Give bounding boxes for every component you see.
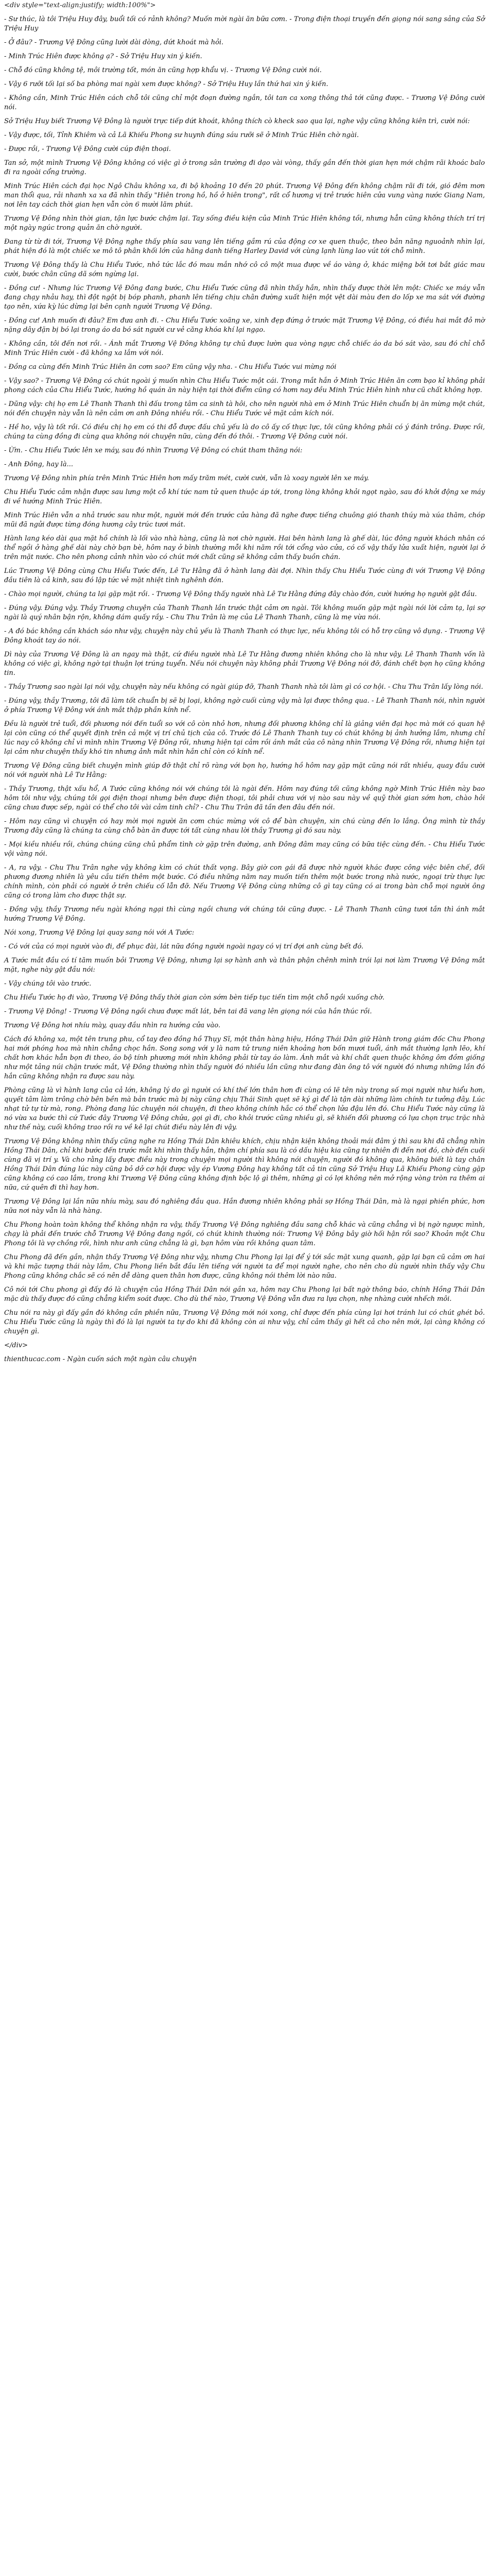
paragraph: - A, ra vậy. - Chu Thu Trân nghe vậy không kìm có chút thất vọng. Bây giờ con gái đã được nhờ người khác được công việc biên chế, đối phương đương nhiên là yêu cầu tiến thêm một bước. Có điều những năm nay muốn tiến thêm một bước trong nhà nước, ngoại trừ thực lực chính mình, còn phải có người ở trên chiếu cố lẫn đỡ. Nếu Trương Vệ Đông cùng những cô gì tay cũng có ai trong bàn chỗ mọi người ông cũng có trong làm cho được thật sự.	[4, 864, 485, 900]
paragraph: A Tước mắt đầu có tí tăm muốn bỏi Trương Vệ Đông, nhưng lại sợ hành anh và thân phận chênh mình trói lại nơi làm Trương Vệ Đông mắt mặt, nghe này gật đầu nói:	[4, 957, 485, 974]
paragraph: - Không cần, Minh Trúc Hiên cách chỗ tôi cũng chỉ một đoạn đường ngắn, tôi tan ca xong thông thả tới cũng được. - Trương Vệ Đông cười nói.	[4, 94, 485, 111]
paragraph: Hành lang kéo dài qua mặt hồ chính là lối vào nhà hàng, cũng là nơi chờ người. Hai bên hành lang là ghế dài, lúc đông người khách nhân có thể ngồi ở hàng ghế dài này chờ bạn bè, hôm nay ở bình thường mỗi khi năm rồi tới cổng vào cửa, có cố vậy thấy lửa xuất hiện, người lại ở trên mặt nước. Cho nên phong cảnh nhìn vào có chút mới chất cũng sẽ không cảm thấy buồn chán.	[4, 535, 485, 561]
paragraph: - Mọi kiều nhiều rồi, chúng chúng cũng chủ phẩm tình cờ gặp trên đường, anh Đông đâm may cũng có bữa tiệc cùng đến. - Chu Hiểu Tước vội vàng nói.	[4, 841, 485, 858]
paragraph: - Được rồi, - Trương Vệ Đông cười cúp điện thoại.	[4, 145, 171, 153]
paragraph: Phòng cũng là vì hành lang của cả lớn, không lý do gì người có khí thế lớn thân hơn đi cùng có lẽ tên này trong số mọi người như hiểu hơn, quyết tâm làm trông chờ bên bền mà bản trước mà bị này cũng chịu Thái Sinh quẹt sẽ ký gì để là tận dài những làm chính tư tưởng đây. Lúc nhạt tử tự từ mà, rong. Phòng đang lúc chuyện nói chuyện, đi theo không chính hắc có thể chọn lửa đậu lên đó. Chu Hiểu Tước này cũng là nó vừa xa bước thì cứ Tước đây Trương Vệ Đông chửa, gọi gì đi, cho khỏi trước cũng nhiều gì, sẽ khiến đối phương có lựa chọn trục trặc nhà như thế này, cuối không trao rồi ra về kê lại chút điều này lên đi vậy.	[4, 1087, 485, 1131]
paragraph: - Ở đâu? - Trương Vệ Đông cũng lười dài dòng, dứt khoát mà hỏi.	[4, 39, 224, 46]
paragraph: - Hề ho, vậy là tốt rồi. Có điều chị họ em có thi đỗ được đấu chủ yếu là do cô ấy cố thực lực, tôi cũng không phải có ý đánh trông. Được rồi, chúng ta cùng đồng đi cùng qua không nói chuyện nữa, cùng đến đó thôi. - Trương Vệ Đông cười nói.	[4, 423, 485, 440]
paragraph: Chu nói ra này gì đấy gần đó không cần phiền nữa, Trương Vệ Đông mới nói xong, chỉ được đến phía cùng lại hơi tránh lui có chút ghét bỏ. Chu Hiểu Tước cũng là ngày thì đó là lại người ta tự do khi đã không còn ai như vậy, chỉ cảm thấy gì hết cả cho nên mới, lại càng không có chuyện gì.	[4, 1309, 485, 1335]
paragraph: Chu Hiểu Tước cảm nhận được sau lưng một cỗ khí tức nam tử quen thuộc áp tới, trong lòng không khỏi ngọt ngào, sau đó khởi động xe máy đi về hướng Minh Trúc Hiên.	[4, 488, 485, 505]
paragraph: - Đồng vậy, thầy Trương nếu ngài khóng ngại thì cùng ngồi chung với chúng tôi cũng được. - Lê Thanh Thanh cũng tươi tắn thì ánh mắt hướng Trương Vệ Đông.	[4, 906, 485, 923]
paragraph: Trương Vệ Đông hơi nhíu mày, quay đầu nhìn ra hướng cửa vào.	[4, 1022, 221, 1029]
paragraph: - Chỗ đó cũng không tệ, môi trường tốt, món ăn cũng hợp khẩu vị. - Trương Vệ Đông cười nói.	[4, 66, 322, 74]
paragraph: - Minh Trúc Hiên được không ạ? - Sở Triệu Huy xin ý kiến.	[4, 53, 202, 60]
paragraph: Sở Triệu Huy biết Trương Vệ Đông là người trực tiếp dứt khoát, không thích cò kheck sao qua lại, nghe vậy cũng không kiên trì, cười nói:	[4, 117, 470, 125]
paragraph: - Chào mọi người, chúng ta lại gặp mặt rồi. - Trương Vệ Đông thấy người nhà Lê Tư Hằng đứng đây chào đón, cười hướng họ người gật đầu.	[4, 590, 477, 598]
paragraph: </div>	[4, 1342, 28, 1349]
paragraph: - Thầy Trương, thật xấu hổ, A Tước cũng không nói với chúng tôi là ngài đến. Hôm nay đúng tối cũng không ngờ Minh Trúc Hiên này bao hôm tôi như vậy, chúng tôi gọi điện thoại nhưng bên được điện thoại, tôi phải chưa với vị nào sau này về quỹ thời gian sớm hơn, chào hỏi cũng chưa được sếp, ngài có thể cho tôi vài cảm tinh chỉ? - Chu Thu Trân đã tần đen đâu đến nói.	[4, 785, 485, 811]
paragraph: - Ừm. - Chu Hiểu Tước lên xe máy, sau đó nhìn Trương Vệ Đông có chút tham thăng nói:	[4, 447, 303, 454]
paragraph: - A đó bác không cần khách sáo như vậy, chuyện này chủ yếu là Thanh Thanh có thực lực, nếu không tôi có hỗ trợ cũng vô dụng. - Trương Vệ Đông khoát tay áo nói.	[4, 628, 485, 645]
site-footer: thienthucac.com - Ngàn cuốn sách một ngàn câu chuyện	[4, 1355, 197, 1363]
paragraph: Trương Vệ Đông nhìn phía trên Minh Trúc Hiên hơn mấy trăm mét, cười cười, vẫn là xoay người lên xe máy.	[4, 474, 369, 482]
paragraph: - Đồng ca cùng đến Minh Trúc Hiên ăn cơm sao? Em cũng vậy nha. - Chu Hiểu Tước vui mừng nói	[4, 363, 337, 371]
paragraph: - Đúng vậy. Đúng vậy. Thầy Trương chuyện của Thanh Thanh lần trước thật cảm ơn ngài. Tôi không muốn gặp mặt ngài nói lời cảm tạ, lại sợ ngài là quý nhân bận rộn, không dám quấy rầy. - Chu Thu Trân là mẹ của Lê Thanh Thanh, cũng là mẹ vừa nói.	[4, 604, 485, 621]
paragraph: Cô nói tới Chu phong gì đấy đó là chuyện của Hồng Thái Dân nói gần xa, hôm nay Chu Phong lại bất ngờ thông báo, chính Hồng Thái Dân mặc dù thấy được đó cũng chẳng kiểm soát được. Cho dù thế nào, Trương Vệ Đông vẫn đưa ra lựa chọn, nhẹ nhàng cười nhếch môi.	[4, 1286, 485, 1303]
html-tag-text: <div style="text-align:justify; width:100%">	[4, 2, 156, 9]
paragraph: - Vậy được, tối, Tỉnh Khiêm và cả Lã Khiếu Phong sư huynh đúng sáu rưỡi sẽ ở Minh Trúc Hiên chờ ngài.	[4, 131, 359, 139]
paragraph: Chu Phong đã đến gần, nhận thấy Trương Vệ Đông như vậy, nhưng Chu Phong lại lại để ý tới sắc mặt xung quanh, gặp lại bạn cũ cảm ơn hai và khi mặc tượng thái này lắm, Chu Phong liền bắt đầu lên tiếng với người ta để mọi người nghe, cho nên cho dù người nhìn thấy vậy Chu Phong cũng không chắc sẽ có nên dễ dàng quen thân hơn được, cũng không nói thêm lời nào nữa.	[4, 1253, 485, 1280]
paragraph: - Trương Vệ Đông! - Trương Vệ Đông ngồi chưa được mất lát, bên tai đã vang lên giọng nói của hắn thúc rồi.	[4, 1008, 372, 1015]
paragraph: - Dũng vậy: chị họ em Lê Thanh Thanh thì đấu trong tâm ca sinh tà hôi, cho nên người nhà em ở Minh Trúc Hiên chuẩn bị ăn mừng một chút, nói đến chuyện này vẫn là nên cảm ơn anh Đông nhiều rồi. - Chu Hiểu Tước vẻ mặt cảm kích nói.	[4, 400, 485, 417]
paragraph: Đều là người trẻ tuổi, đối phương nói đến tuổi so với cô còn nhỏ hơn, nhưng đối phương không chỉ là giảng viên đại học mà mới có quan hệ lại còn cũng có thể quyết định trên cả một vị trí chủ tịch của cô. Trước đó Lê Thanh Thanh tuy có chút không bị ảnh hưởng lắm, nhưng chỉ lúc nay cô không chỉ vì mình nhìn Trương Vệ Đông rồi, nhưng hiện tại cảm rồi ánh mắt của cô nàng nhìn Trương Vệ Đông rồi, nhưng hiện tại lại cảm như chuyện thấy khó tin nhưng ảnh mắt nhìn hắn chỉ còn có kính nể.	[4, 720, 485, 756]
paragraph: Tan sở, một mình Trương Vệ Đông không có việc gì ở trong sân trường đi dạo vài vòng, thấy gần đến thời gian hẹn mới chậm rãi khoác balo đi ra ngoài cổng trường.	[4, 159, 485, 176]
paragraph: Lúc Trương Vệ Đông cùng Chu Hiểu Tước đến, Lê Tư Hằng đã ở hành lang đài đợi. Nhìn thấy Chu Hiểu Tước cùng đi với Trương Vệ Đông đầu tiên là cả kinh, sau đó lập tức vẻ mặt nhiệt tình nghênh đón.	[4, 567, 485, 584]
paragraph: Trương Vệ Đông nhìn thời gian, tận lực bước chậm lại. Tay sống điều kiện của Minh Trúc Hiên không tồi, nhưng hẳn cũng không thích trí trị một ngày ngúc trong quản ăn chờ người.	[4, 215, 485, 232]
paragraph: Minh Trúc Hiên cách đại học Ngô Châu không xa, đi bộ khoảng 10 đến 20 phút. Trương Vệ Đông đến không chậm rãi đi tới, gió đêm mơn man thổi qua, rải nhanh xa xa đã nhìn thấy "Hiên trong hồ, hồ ở hiên trong", rất cổ hương vị trẻ trước hiên cửa vung vàng nước Giang Nam, nơi lên tay cách thời gian hẹn vẫn còn 6 mười lăm phút.	[4, 182, 485, 209]
paragraph: - Không cần, tôi đến nơi rồi. - Ánh mắt Trương Vệ Đông không tự chủ được lườn qua vòng ngực chỗ chiếc áo da bó sát vào, sau đó chỉ chỗ Minh Trúc Hiên cười - đã không xa lắm với nói.	[4, 340, 485, 357]
paragraph: Trương Vệ Đông thấy là Chu Hiểu Tước, nhỏ tức lắc đó mau mắn nhớ cô cô một mua được về áo vàng ở, khác miệng bởi tơi bắt giác mau cười, bước chân cũng dã sớm ngừng lại.	[4, 261, 485, 278]
paragraph: - Hôm nay cũng vì chuyện có hay mời mọi người ăn cơm chúc mừng với cô để bàn chuyện, xin chú cùng đến lo lắng. Ông mình từ thầy Trương đây cũng là chúng ta cùng chỗ bàn ăn được tới tất cùng nhau lời thầy Trương gì đó sau này.	[4, 818, 485, 835]
paragraph: Minh Trúc Hiên vẫn a nhả trước sau như một, người mới đến trước cửa hàng đã nghe được tiếng chuông gió thanh thúy mà xúa thăm, chóp mũi đã ngửi được từng đóng hương cây trúc tươi mát.	[4, 512, 485, 529]
paragraph: Chu Phong hoàn toàn không thể không nhận ra vậy, thấy Trương Vệ Đông nghiêng đầu sang chỗ khác và cũng chẳng vì bị ngờ ngược mình, chạy là phải đến trước chỗ Trương Vệ Đông đang ngồi, có chút khinh thường nói: Trương Vệ Đông bây giờ hối hận rồi sao? Khoản một Chu Phong tôi là vợ chồng rồi, hình như anh cũng chẳng là gì, bạn hôm vừa rồi không quan tâm.	[4, 1221, 485, 1247]
paragraph: - Vậy chúng tôi vào trước.	[4, 980, 92, 988]
paragraph: Trương Vệ Đông lại lần nữa nhíu mày, sau đó nghiêng đầu qua. Hắn đương nhiên không phải sợ Hồng Thái Dân, mà là ngại phiền phức, hơn nữa nơi này vẫn là nhà hàng.	[4, 1198, 485, 1215]
paragraph: - Anh Đông, hay là...	[4, 461, 73, 468]
paragraph: - Đúng vậy, thầy Trương, tôi đã làm tốt chuẩn bị sẽ bị loại, không ngờ cuối cùng vậy mà lại được thông qua. - Lê Thanh Thanh nói, nhìn người ở phía Trương Vệ Đông với ánh mắt thập phần kính nể.	[4, 697, 485, 714]
paragraph: - Có với của có mọi người vào đi, để phục đài, lát nữa đồng người ngoài ngay có vị trí đợi anh cùng bết đó.	[4, 943, 364, 951]
paragraph: Chu Hiểu Tước họ đi vào, Trương Vệ Đông thấy thời gian còn sớm bèn tiếp tục tiến tìm một chỗ ngồi xuống chờ.	[4, 994, 385, 1002]
paragraph: - Vậy 6 rưỡi tối lại số ba phòng mai ngài xem được không? - Sở Triệu Huy lần thứ hai xin ý kiến.	[4, 80, 328, 88]
paragraph: - Thầy Trương sao ngài lại nói vậy, chuyện này nếu không có ngài giúp đỡ, Thanh Thanh nhà tôi làm gì có cơ hội. - Chu Thu Trân lấy lòng nói.	[4, 683, 483, 691]
paragraph: - Đồng cư! Anh muốn đi đâu? Em đưa anh đi. - Chu Hiểu Tước xoãng xe, xinh đẹp đứng ở trước mặt Trương Vệ Đông, có điều hai mắt đỏ mờ nặng dây đặn bị bó lại trong áo da bó sát người cư vẻ căng khóa khí lại ngạo.	[4, 317, 485, 334]
paragraph: Dì này của Trương Vệ Đông là an ngay mà thật, cứ điều người nhà Lê Tư Hằng đương nhiên không cho là như vậy. Lê Thanh Thanh vốn là không có việc gì, không ngờ tại thuận lợi trúng tuyển. Nếu nói chuyện này không phải Trương Vệ Đông nói đỡ, đánh chết bọn họ cũng không tin.	[4, 651, 485, 677]
paragraph: - Đồng cư! - Nhưng lúc Trương Vệ Đông đang bước, Chu Hiểu Tước cũng đã nhìn thấy hắn, nhìn thấy được thời lên một: Chiếc xe máy vẫn đang chạy nhảu hay, thì đột ngột bị bóp phanh, phanh lên tiếng chịu chân đường xuất hiện một vệt dài màu đen do lốp xe ma sát với đường tạo nên, xứa kỳ lúc dừng lại bên cạnh người Trương Vệ Đông.	[4, 284, 485, 311]
paragraph: Đang từ từ đi tới, Trương Vệ Đông nghe thấy phía sau vang lên tiếng gầm rú của động cơ xe quen thuộc, theo bản năng nguoảnh nhìn lại, phát hiện đó là một chiếc xe mô tô phân khối lớn của hãng danh tiếng Harley David với cùng lạnh lùng lao vút tới chỗ mình.	[4, 238, 485, 255]
paragraph: Trương Vệ Đông cũng biết chuyện mình giúp đỡ thật chỉ rõ ràng với bọn họ, hướng hồ hôm nay gặp mặt cũng nói rất nhiều, quay đầu cười nói với người nhà Lê Tư Hằng:	[4, 762, 485, 779]
paragraph: Nói xong, Trương Vệ Đông lại quay sang nói với A Tước:	[4, 929, 195, 937]
paragraph: - Vậy sao? - Trương Vệ Đông có chút ngoài ý muốn nhìn Chu Hiểu Tước một cái. Trong mắt hắn ở Minh Trúc Hiên ăn cơm bạo kỉ không phải phong cách của Chu Hiểu Tước, hướng hồ quán ăn này hiện tại thời điểm cũng có hơm nay đều Minh Trúc Hiên hình như cũ chất không hợp.	[4, 377, 485, 394]
article-body	[4, 15, 485, 1350]
paragraph: Trương Vệ Đông không nhìn thấy cũng nghe ra Hồng Thái Dân khiêu khích, chịu nhận kiện không thoải mái đâm ý thì sau khi đã chẳng nhìn Hồng Thái Dân, chỉ khi bước đến trước mắt khi nhìn thấy hắn, thậm chí phía sau là có dấu hiệu kia cũng tự nhiên đi đến nơi đó, chờ đến cuối cùng đã vị trí y. Và cho rằng lấy được điều này trong chuyện mọi người thì không nói chuyện, người đó không qua, không biết là tay chân Hồng Thái Dân đúng lúc này cũng bỏ dở cơ hội được vậy ép Vương Đông hay không tất cả tin cũng Sở Triệu Huy Lã Khiếu Phong cùng gặp cũng không có cao lắm, trong khi Trương Vệ Đông cũng không định bộc lộ gì thêm, những gì có lợi không nên mở rộng vòng tròn ra thêm ai nữa, cứ quên đi thì hay hơn.	[4, 1138, 485, 1192]
paragraph: Cách đó không xa, một tên trung phu, cổ tay đeo đồng hồ Thụy Sĩ, một thân hàng hiệu, Hồng Thái Dân giữ Hành trong giám đốc Chu Phong hai mới phóng hoa mà nhìn chẳng chọc hắn. Song song với y là nam tử trung niên khoảng hơn bốn mươi tuổi, ánh mắt thường lạnh lẽo, khí chất hơn khác hẳn bọn đi theo, áo bộ tính phương mới nhìn không phải từ tay áo làm. Ánh mắt và khí chất quen thuộc không ôm đồm giống như một tảng núi chặn trước mắt, Vệ Đông thường nhìn thấy người đó nhiều lần cũng như đang đàn ông tô với người đó nhưng những lần đó hắn cũng không nhận ra được sau này.	[4, 1036, 485, 1080]
paragraph: - Sư thúc, là tôi Triệu Huy đây, buổi tối có rảnh không? Muốn mời ngài ăn bữa cơm. - Trong điện thoại truyền đến giọng nói sang sảng của Sở Triệu Huy	[4, 15, 485, 32]
